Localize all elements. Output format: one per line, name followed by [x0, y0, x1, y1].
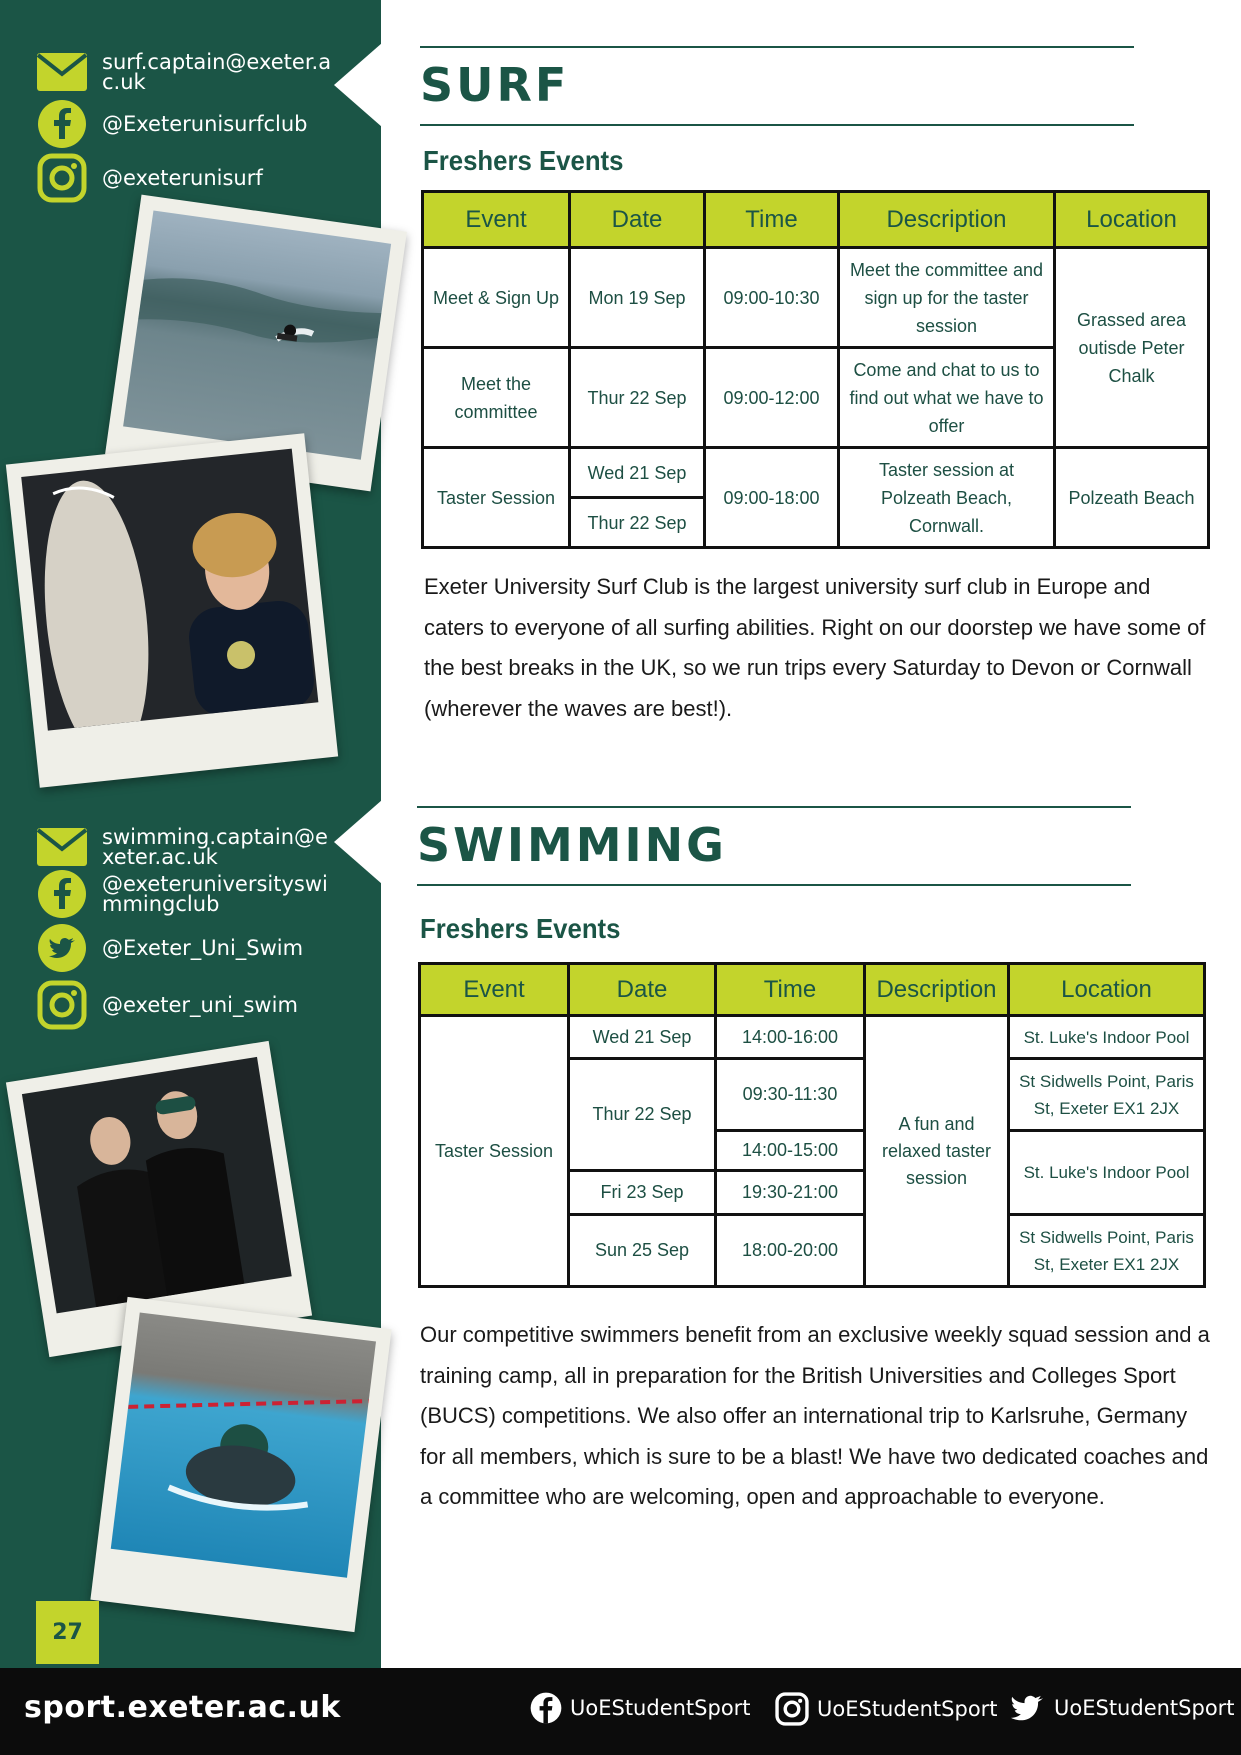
table-cell: 09:30-11:30: [716, 1059, 865, 1131]
table-cell: Wed 21 Sep: [569, 1016, 716, 1059]
footer-facebook-link[interactable]: [530, 1692, 751, 1724]
table-cell: Sun 25 Sep: [569, 1215, 716, 1287]
table-cell: St. Luke's Indoor Pool: [1009, 1016, 1205, 1059]
surf-title-rule-bottom: [420, 124, 1134, 126]
swimming-instagram-contact[interactable]: [36, 979, 298, 1031]
surf-facebook: @Exeterunisurfclub: [102, 112, 308, 136]
table-cell: Taster session at Polzeath Beach, Cornwall.: [839, 448, 1055, 548]
instagram-icon: [775, 1692, 809, 1726]
col-header-time: Time: [705, 192, 839, 248]
swimming-twitter-contact[interactable]: [36, 922, 303, 974]
col-header-event: Event: [420, 964, 569, 1016]
facebook-icon: [36, 98, 88, 150]
swimming-twitter: @Exeter_Uni_Swim: [102, 936, 304, 960]
footer-instagram-label: UoEStudentSport: [817, 1697, 998, 1721]
table-cell: Come and chat to us to find out what we have to offer: [839, 348, 1055, 448]
table-cell: Wed 21 Sep: [570, 448, 705, 498]
footer-twitter-link[interactable]: [1008, 1692, 1235, 1724]
table-cell: Grassed area outisde Peter Chalk: [1055, 248, 1209, 448]
table-cell: St. Luke's Indoor Pool: [1009, 1131, 1205, 1215]
swimming-events-table: [418, 962, 1206, 1288]
footer: [0, 1668, 1241, 1755]
footer-site-link[interactable]: sport.exeter.ac.uk: [24, 1690, 341, 1725]
twitter-icon: [1008, 1692, 1046, 1724]
surf-facebook-contact[interactable]: [36, 98, 308, 150]
instagram-icon: [36, 979, 88, 1031]
surf-subtitle: Freshers Events: [423, 145, 624, 176]
table-cell: 09:00-12:00: [705, 348, 839, 448]
sidebar-notch-swimming: [334, 800, 382, 884]
surf-portrait-photo: [6, 433, 338, 788]
swimming-subtitle: Freshers Events: [420, 913, 621, 944]
col-header-date: Date: [570, 192, 705, 248]
swimming-facebook: @exeteruniversityswimmingclub: [102, 872, 328, 916]
table-cell: St Sidwells Point, Paris St, Exeter EX1 2JX: [1009, 1059, 1205, 1131]
swimming-email: swimming.captain@exeter.ac.uk: [102, 825, 328, 869]
table-cell: Mon 19 Sep: [570, 248, 705, 348]
table-cell: Polzeath Beach: [1055, 448, 1209, 548]
table-cell: Thur 22 Sep: [570, 498, 705, 548]
swimming-facebook-contact[interactable]: [36, 868, 338, 920]
instagram-icon: [36, 152, 88, 204]
surf-email-contact[interactable]: [36, 46, 332, 98]
facebook-icon: [36, 868, 88, 920]
table-cell: Fri 23 Sep: [569, 1171, 716, 1215]
table-cell: Taster Session: [420, 1016, 569, 1287]
table-cell: St Sidwells Point, Paris St, Exeter EX1 2JX: [1009, 1215, 1205, 1287]
sidebar-notch-surf: [334, 43, 382, 127]
footer-instagram-link[interactable]: [775, 1692, 998, 1726]
swimming-instagram: @exeter_uni_swim: [102, 993, 298, 1017]
col-header-location: Location: [1055, 192, 1209, 248]
mail-icon: [36, 46, 88, 98]
table-cell: 09:00-18:00: [705, 448, 839, 548]
swimming-title-rule-bottom: [417, 884, 1131, 886]
swimming-title-rule-top: [417, 806, 1131, 808]
page-number: 27: [36, 1601, 99, 1664]
swimming-description: Our competitive swimmers benefit from an exclusive weekly squad session and a training camp, all in preparation for the British Universities and Colleges Sport (BUCS) competitions. We also offer an international trip to Karlsruhe, Germany for all members, which is sure to be a blast! We have two dedicated coaches and a committee who are welcoming, open and approachable to everyone.: [420, 1322, 1210, 1509]
table-cell: 18:00-20:00: [716, 1215, 865, 1287]
twitter-icon: [36, 922, 88, 974]
surf-email: surf.captain@exeter.ac.uk: [102, 50, 332, 94]
swimming-title: SWIMMING: [417, 818, 727, 872]
col-header-location: Location: [1009, 964, 1205, 1016]
facebook-icon: [530, 1692, 562, 1724]
footer-facebook-label: UoEStudentSport: [570, 1696, 751, 1720]
col-header-description: Description: [865, 964, 1009, 1016]
swimming-email-contact[interactable]: [36, 821, 332, 873]
surf-events-table: [421, 190, 1210, 549]
col-header-description: Description: [839, 192, 1055, 248]
table-cell: Meet the committee: [423, 348, 570, 448]
footer-twitter-label: UoEStudentSport: [1054, 1696, 1235, 1720]
table-cell: Taster Session: [423, 448, 570, 548]
col-header-date: Date: [569, 964, 716, 1016]
table-cell: 19:30-21:00: [716, 1171, 865, 1215]
table-cell: Meet & Sign Up: [423, 248, 570, 348]
table-cell: A fun and relaxed taster session: [865, 1016, 1009, 1287]
table-cell: Thur 22 Sep: [570, 348, 705, 448]
swimmer-pool-photo: [90, 1297, 391, 1632]
surf-title-rule-top: [420, 46, 1134, 48]
table-cell: 14:00-15:00: [716, 1131, 865, 1171]
table-cell: Meet the committee and sign up for the taster session: [839, 248, 1055, 348]
surf-instagram: @exeterunisurf: [102, 166, 263, 190]
table-cell: Thur 22 Sep: [569, 1059, 716, 1171]
mail-icon: [36, 821, 88, 873]
col-header-event: Event: [423, 192, 570, 248]
col-header-time: Time: [716, 964, 865, 1016]
surf-title: SURF: [420, 58, 570, 112]
table-cell: 14:00-16:00: [716, 1016, 865, 1059]
surf-description: Exeter University Surf Club is the largest university surf club in Europe and caters to everyone of all surfing abilities. Right on our doorstep we have some of the best breaks in the UK, so we run trips every Saturday to Devon or Cornwall (wherever the waves are best!).: [424, 574, 1206, 721]
table-cell: 09:00-10:30: [705, 248, 839, 348]
